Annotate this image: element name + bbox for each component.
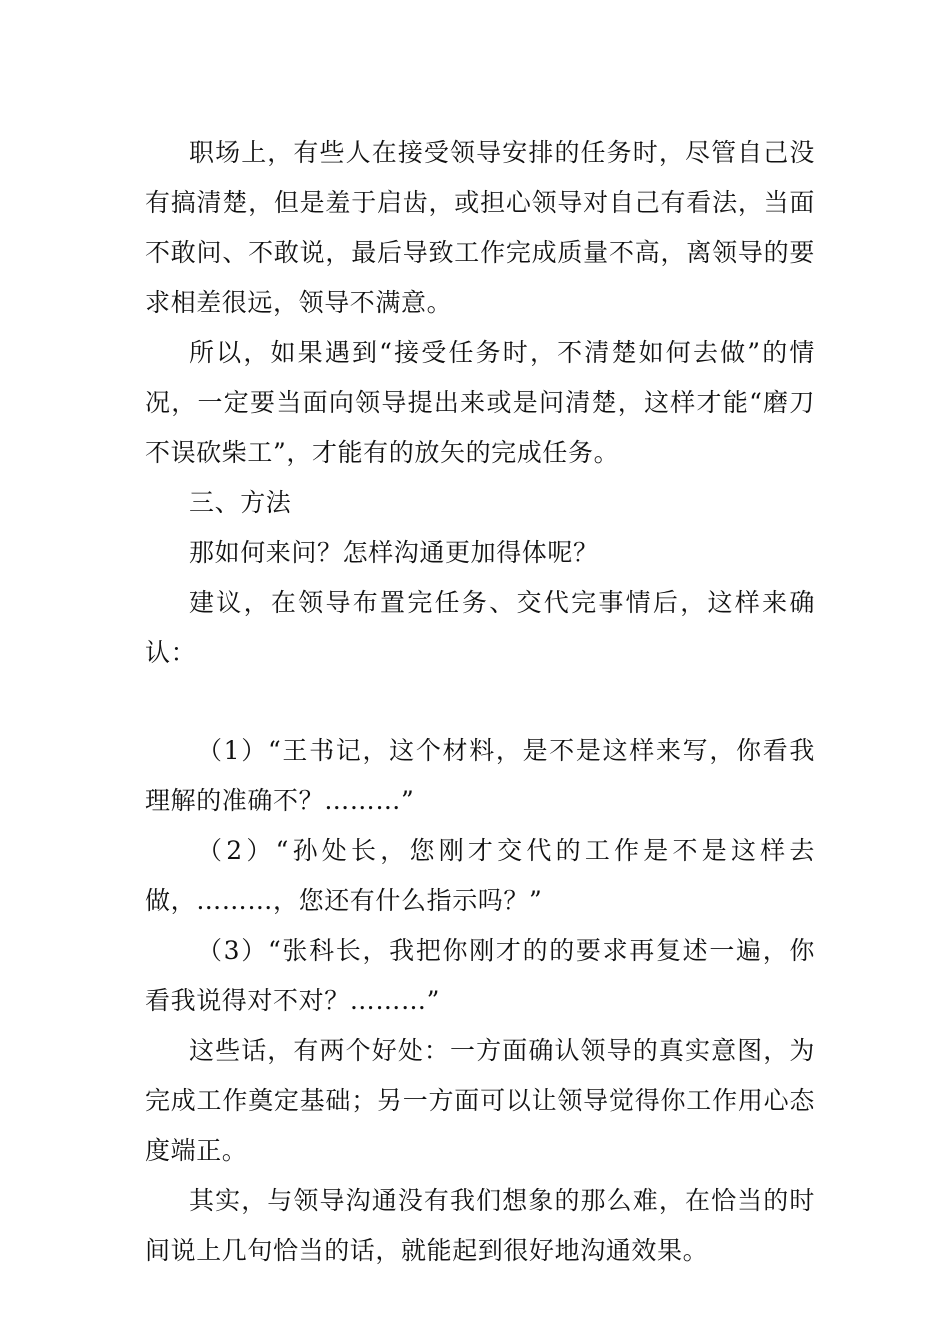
example-item-1: （1）“王书记，这个材料，是不是这样来写，你看我理解的准确不？………” [145, 736, 815, 815]
example-item-3: （3）“张科长，我把你刚才的的要求再复述一遍，你看我说得对不对？………” [145, 936, 815, 1015]
paragraph-question: 那如何来问？怎样沟通更加得体呢？ [189, 538, 599, 567]
section-heading-method: 三、方法 [189, 488, 292, 517]
paragraph-conclusion: 其实，与领导沟通没有我们想象的那么难，在恰当的时间说上几句恰当的话，就能起到很好地沟通效果。 [145, 1186, 815, 1265]
paragraph-benefits: 这些话，有两个好处：一方面确认领导的真实意图，为完成工作奠定基础；另一方面可以让领导觉得你工作用心态度端正。 [145, 1036, 815, 1165]
example-item-2: （2）“孙处长，您刚才交代的工作是不是这样去做，………，您还有什么指示吗？” [145, 836, 815, 915]
paragraph-advice: 所以，如果遇到“接受任务时，不清楚如何去做”的情况，一定要当面向领导提出来或是问清楚，这样才能“磨刀不误砍柴工”，才能有的放矢的完成任务。 [145, 338, 815, 467]
paragraph-intro: 职场上，有些人在接受领导安排的任务时，尽管自己没有搞清楚，但是羞于启齿，或担心领导对自己有看法，当面不敢问、不敢说，最后导致工作完成质量不高，离领导的要求相差很远，领导不满意。 [145, 138, 815, 317]
document-body [145, 128, 815, 1276]
paragraph-suggestion: 建议，在领导布置完任务、交代完事情后，这样来确认： [145, 588, 815, 667]
blank-line [145, 678, 815, 726]
